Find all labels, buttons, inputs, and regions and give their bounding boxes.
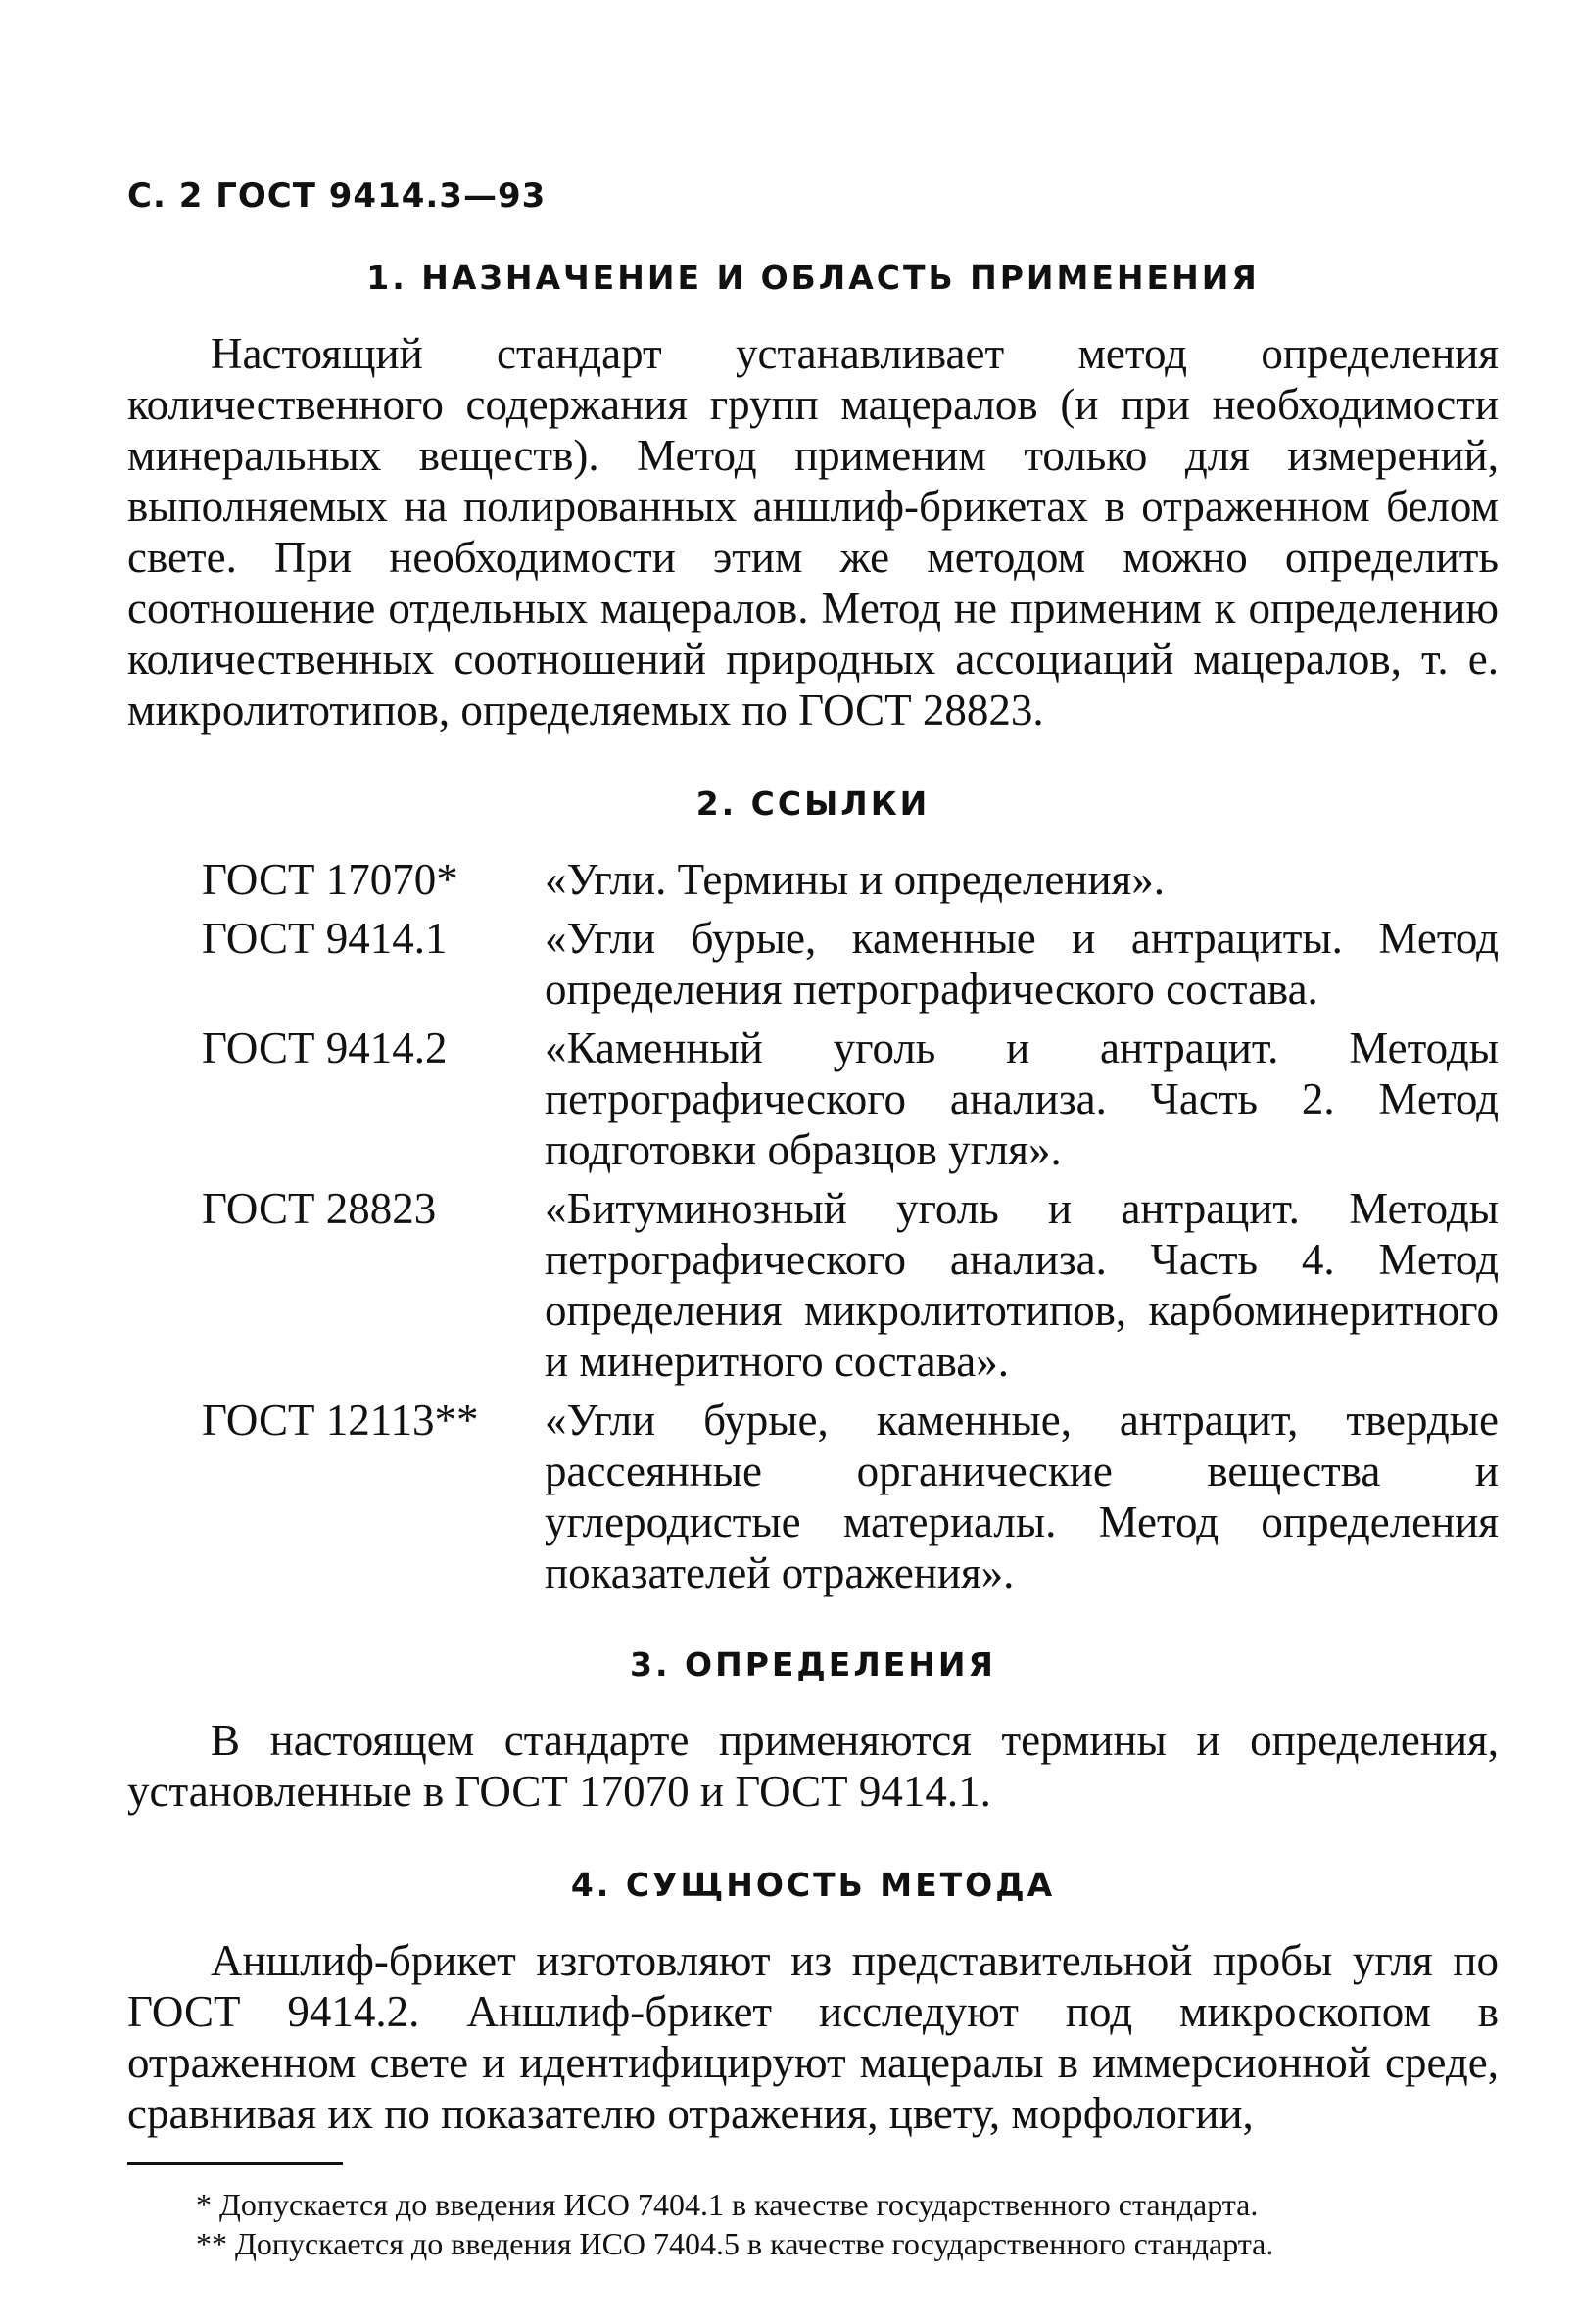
reference-title: «Угли бурые, каменные и антрациты. Метод определения петрографического состава. [545,914,1499,1014]
reference-row [127,1183,1499,1395]
section-title-references: 2. ССЫЛКИ [695,784,931,823]
footnote-2: ** Допускается до введения ИСО 7404.5 в качестве государственного стандарта. [196,2226,1274,2261]
footnote-1: * Допускается до введения ИСО 7404.1 в качестве государственного стандарта. [196,2187,1259,2222]
references-list [127,854,1499,1606]
section-text-method-essence: Аншлиф-брикет изготовляют из представительной пробы угля по ГОСТ 9414.2. Аншлиф-брикет исследуют под микроскопом в отраженном свете и идентифицируют мацералы в иммерсионной среде, сравнивая их по показателю отражения, цвету, морфологии, [127,1936,1499,2138]
reference-code: ГОСТ 12113** [202,1396,479,1445]
reference-code: ГОСТ 28823 [202,1184,437,1233]
reference-code: ГОСТ 9414.1 [202,914,448,963]
reference-code: ГОСТ 9414.2 [202,1023,448,1072]
reference-title: «Угли бурые, каменные, антрацит, твердые рассеянные органические вещества и углеродистые материалы. Метод определения показателей отражения». [545,1396,1499,1597]
reference-row [127,854,1499,913]
reference-row [127,913,1499,1022]
running-head: С. 2 ГОСТ 9414.3—93 [127,176,547,215]
section-text-definitions: В настоящем стандарте применяются термины и определения, установленные в ГОСТ 17070 и ГОСТ 9414.1. [127,1716,1499,1816]
footnote-divider [127,2162,343,2165]
reference-title: «Каменный уголь и антрацит. Методы петрографического анализа. Часть 2. Метод подготовки образцов угля». [545,1023,1499,1174]
reference-title: «Битуминозный уголь и антрацит. Методы петрографического анализа. Часть 4. Метод определения микролитотипов, карбоминеритного и минеритного состава». [545,1184,1499,1386]
section-title-definitions: 3. ОПРЕДЕЛЕНИЯ [630,1645,996,1684]
section-text-purpose: Настоящий стандарт устанавливает метод определения количественного содержания групп мацералов (и при необходимости минеральных веществ). Метод применим только для измерений, выполняемых на полированных аншлиф-брикетах в отраженном белом свете. При необходимости этим же методом можно определить соотношение отдельных мацералов. Метод не применим к определению количественных соотношений природных ассоциаций мацералов, т. е. микролитотипов, определяемых по ГОСТ 28823. [127,329,1499,735]
reference-code: ГОСТ 17070* [202,855,458,904]
reference-row [127,1395,1499,1606]
reference-row [127,1022,1499,1183]
section-title-purpose: 1. НАЗНАЧЕНИЕ И ОБЛАСТЬ ПРИМЕНЕНИЯ [366,259,1260,297]
document-page [127,176,1499,2263]
reference-title: «Угли. Термины и определения». [545,855,1166,904]
section-title-method-essence: 4. СУЩНОСТЬ МЕТОДА [570,1866,1056,1904]
